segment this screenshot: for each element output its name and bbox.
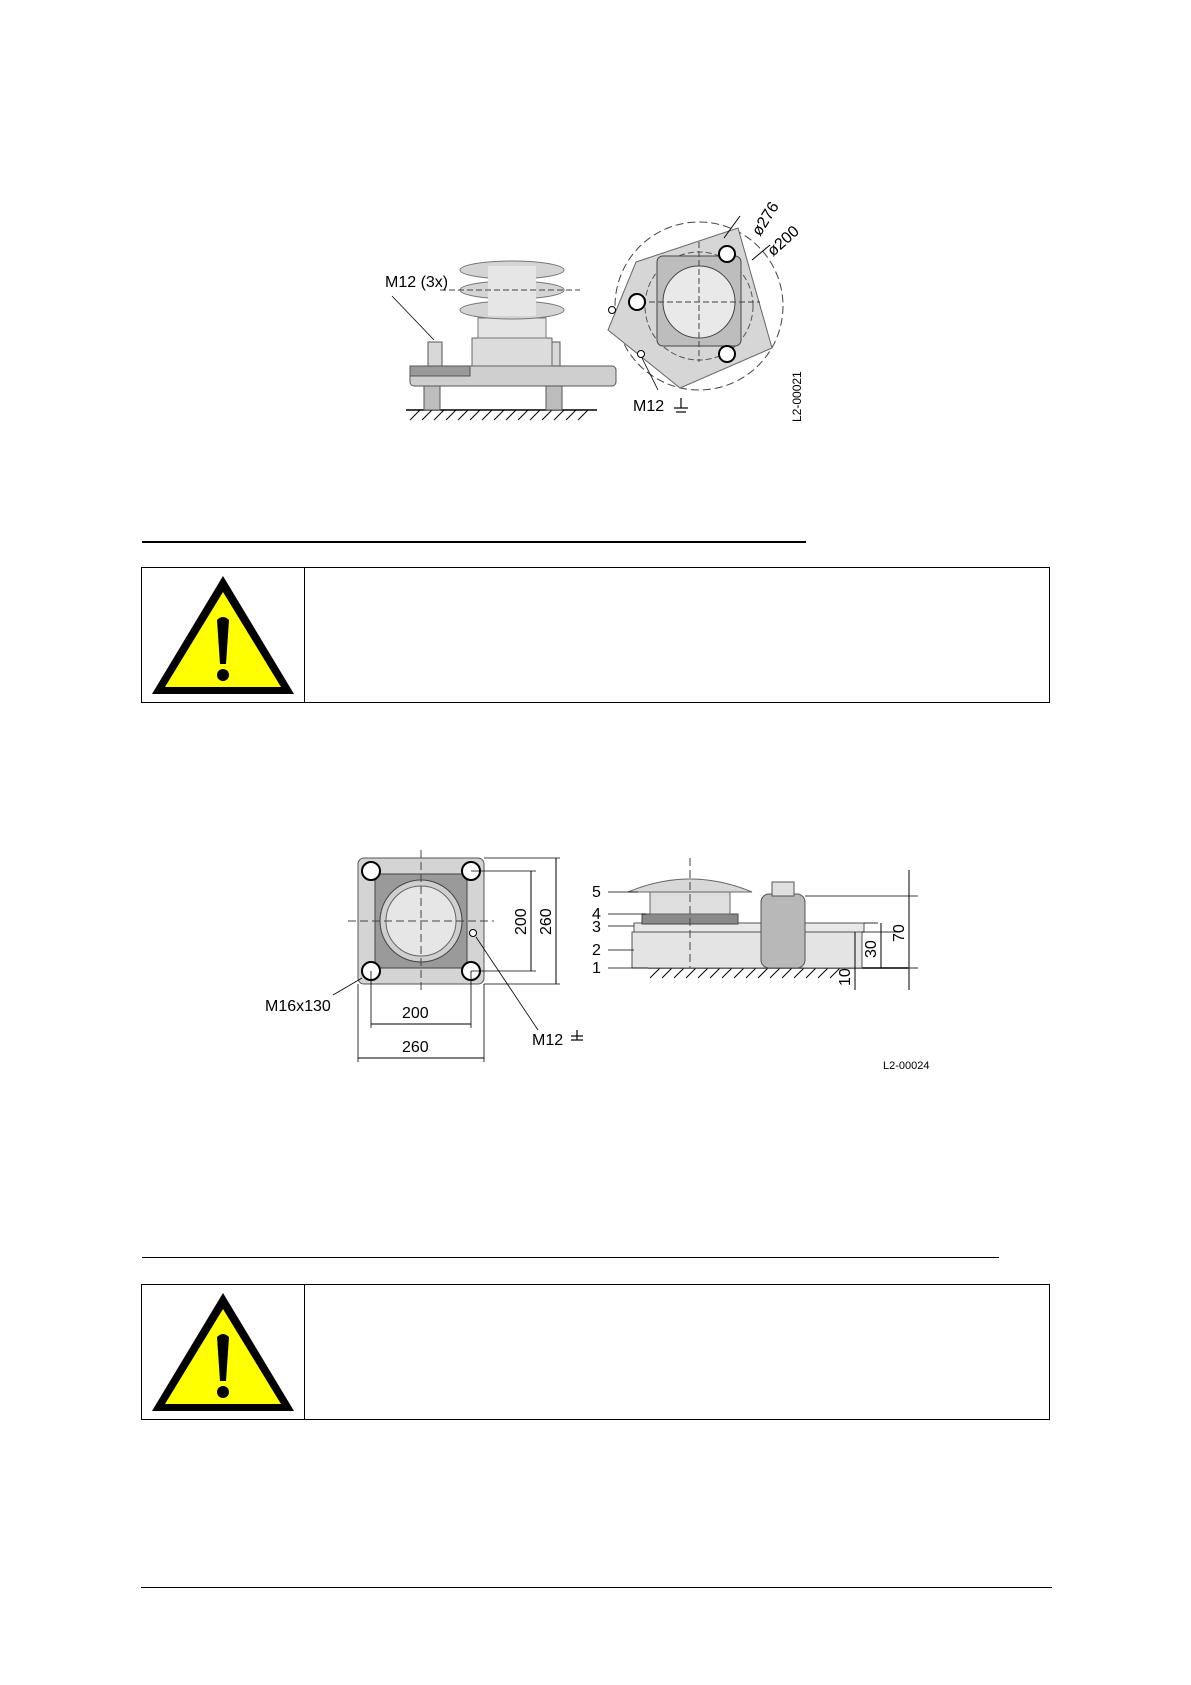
drawing-id-1: L2-00021 [790, 371, 804, 422]
warning-icon-cell-2 [142, 1285, 305, 1419]
drawing-id-2: L2-00024 [883, 1060, 930, 1072]
footer-rule [141, 1587, 1052, 1588]
callout-4: 4 [592, 906, 601, 923]
callout-5: 5 [592, 884, 601, 901]
ground-bolt-label-2: M12 [532, 1032, 564, 1049]
ground-bolt-label: M12 [633, 398, 665, 415]
dim-260-horizontal: 260 [402, 1039, 429, 1056]
figure-2-svg [258, 850, 938, 1090]
dim-200-vertical: 200 [513, 908, 530, 935]
figure-1-mounting-drawing [380, 190, 820, 430]
insulator-side-view [385, 261, 616, 420]
diameter-276-label: ø276 [748, 199, 783, 240]
bolts-label: M12 (3x) [385, 274, 449, 291]
diameter-200-label: ø200 [764, 222, 803, 260]
callout-1: 1 [592, 960, 601, 977]
bolt-m16-label: M16x130 [265, 998, 331, 1015]
warning-text-cell-2 [305, 1285, 1049, 1419]
figure-2-dimension-drawing [258, 850, 938, 1090]
section-rule-2 [142, 1257, 999, 1258]
dim-10: 10 [837, 968, 854, 986]
section-rule-1 [142, 541, 806, 543]
warning-box-1 [141, 567, 1050, 703]
warning-triangle-icon-2 [142, 1285, 304, 1419]
figure-1-svg [380, 190, 820, 430]
insulator-top-view [608, 199, 804, 422]
callout-3: 3 [592, 919, 601, 936]
dim-260-vertical: 260 [538, 908, 555, 935]
dim-30: 30 [863, 940, 880, 958]
warning-text-cell-1 [305, 568, 1049, 702]
plan-view [265, 850, 583, 1062]
ground-symbol-icon-2 [571, 1030, 583, 1040]
side-view [592, 858, 930, 1072]
ground-symbol-icon [674, 398, 688, 412]
warning-triangle-icon [142, 568, 304, 702]
callout-2: 2 [592, 942, 601, 959]
dim-70: 70 [891, 924, 908, 942]
warning-icon-cell [142, 568, 305, 702]
warning-box-2 [141, 1284, 1050, 1420]
dim-200-horizontal: 200 [402, 1005, 429, 1022]
